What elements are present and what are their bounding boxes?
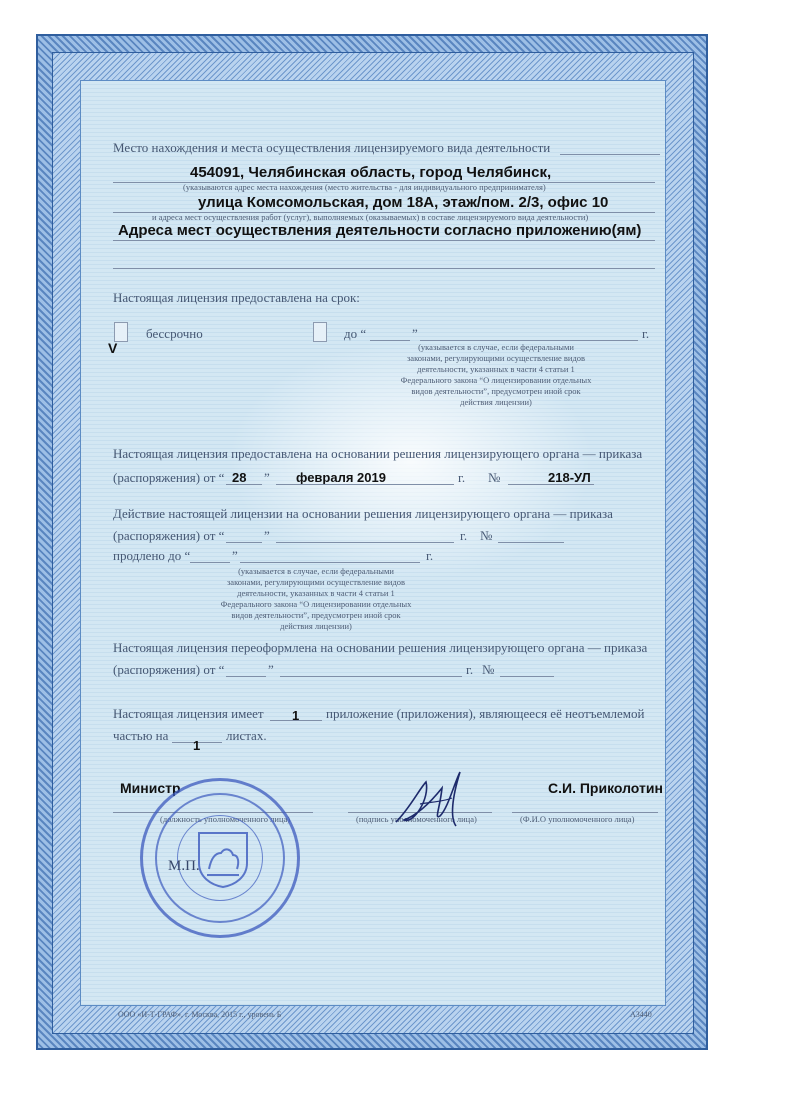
underline (560, 154, 660, 155)
appendix-line-2-prefix: частью на (113, 728, 169, 743)
term-indefinite-label: бессрочно (146, 326, 203, 341)
reissue-number-sign: № (482, 662, 495, 677)
extension-note-line: деятельности, указанных в части 4 статьи 1 (237, 588, 395, 598)
underline (113, 240, 655, 241)
underline (498, 542, 564, 543)
term-note-line: действия лицензии) (460, 397, 532, 407)
caption-name: (Ф.И.О уполномоченного лица) (520, 814, 635, 824)
underline (276, 484, 454, 485)
basis-number: 218-УЛ (548, 470, 591, 485)
term-until-quote: ” (412, 326, 418, 341)
indefinite-checkbox (114, 322, 128, 342)
extension-year-suffix: г. (460, 528, 468, 543)
term-note-line: законами, регулирующими осуществление видов (406, 353, 586, 363)
appendix-line-1-suffix: приложение (приложения), являющееся её неотъемлемой (326, 706, 645, 721)
basis-line-1: Настоящая лицензия предоставлена на основании решения лицензирующего органа — приказа (113, 446, 643, 461)
term-note (376, 342, 616, 408)
indefinite-check-mark: V (108, 340, 118, 356)
term-note-line: деятельности, указанных в части 4 статьи 1 (417, 364, 575, 374)
extension-note-line: Федерального закона “О лицензировании отдельных (220, 599, 412, 609)
reissue-line-2-prefix: (распоряжения) от “ (113, 662, 225, 677)
caption-signature: (подпись уполномоченного лица) (356, 814, 477, 824)
appendix-line-1-prefix: Настоящая лицензия имеет (113, 706, 264, 721)
address-line-1: 454091, Челябинская область, город Челябинск, (190, 164, 552, 181)
term-until-prefix: до “ (344, 326, 367, 341)
basis-line-2-prefix: (распоряжения) от “ (113, 470, 225, 485)
coat-of-arms-icon (195, 829, 251, 889)
term-note-line: Федерального закона “О лицензировании отдельных (400, 375, 592, 385)
underline (113, 268, 655, 269)
underline (270, 720, 322, 721)
printer-info: ООО «И-Т-ГРАФ», г. Москва, 2015 г., уровень Б (118, 1010, 282, 1019)
underline (512, 812, 658, 813)
form-code: А3440 (630, 1010, 652, 1019)
underline (276, 542, 454, 543)
stamp-place-label: М.П. (168, 858, 200, 874)
reissue-year-suffix: г. (466, 662, 474, 677)
extension-note-line: (указывается в случае, если федеральными (238, 566, 394, 576)
address-line-3: Адреса мест осуществления деятельности согласно приложению(ям) (118, 222, 642, 239)
basis-year-suffix: г. (458, 470, 466, 485)
address-heading: Место нахождения и места осуществления лицензируемого вида деятельности (113, 140, 551, 155)
signatory-name: С.И. Приколотин (548, 780, 663, 796)
term-heading: Настоящая лицензия предоставлена на срок: (113, 290, 360, 305)
extension-extended-suffix: г. (426, 548, 434, 563)
extension-quote: ” (264, 528, 270, 543)
underline (420, 340, 638, 341)
extension-extended-quote: ” (232, 548, 238, 563)
term-note-line: (указывается в случае, если федеральными (418, 342, 574, 352)
address-note-1: (указываются адрес места нахождения (место жительства - для индивидуального предпринимателя) (183, 182, 546, 192)
appendix-line-2-suffix: листах. (226, 728, 267, 743)
extension-note (196, 566, 436, 632)
address-note-2: и адреса мест осуществления работ (услуг), выполняемых (оказываемых) в составе лицензируемого вида деятельности) (152, 212, 589, 222)
basis-quote: ” (264, 470, 270, 485)
basis-number-sign: № (488, 470, 501, 485)
extension-number-sign: № (480, 528, 493, 543)
signatory-position: Министр (120, 780, 181, 796)
underline (508, 484, 594, 485)
appendix-sheets: 1 (193, 738, 201, 753)
reissue-quote: ” (268, 662, 274, 677)
underline (190, 562, 230, 563)
until-checkbox (313, 322, 327, 342)
extension-note-line: законами, регулирующими осуществление видов (226, 577, 406, 587)
extension-line-1: Действие настоящей лицензии на основании решения лицензирующего органа — приказа (113, 506, 613, 521)
underline (370, 340, 410, 341)
underline (226, 542, 262, 543)
extension-line-2-prefix: (распоряжения) от “ (113, 528, 225, 543)
term-until-year: г. (642, 326, 650, 341)
underline (226, 676, 266, 677)
reissue-line-1: Настоящая лицензия переоформлена на основании решения лицензирующего органа — приказа (113, 640, 648, 655)
underline (240, 562, 420, 563)
address-line-2: улица Комсомольская, дом 18А, этаж/пом. 2/3, офис 10 (198, 194, 609, 211)
basis-month-year: февраля 2019 (296, 470, 386, 485)
extension-note-line: действия лицензии) (280, 621, 352, 631)
underline (280, 676, 462, 677)
basis-day: 28 (232, 470, 247, 485)
official-stamp (140, 778, 300, 938)
underline (500, 676, 554, 677)
appendix-count: 1 (292, 708, 300, 723)
handwritten-signature (390, 768, 476, 834)
underline (226, 484, 262, 485)
caption-position: (должность уполномоченного лица) (160, 814, 291, 824)
extension-extended-prefix: продлено до “ (113, 548, 191, 563)
term-note-line: видов деятельности”, предусмотрен иной срок (411, 386, 581, 396)
extension-note-line: видов деятельности”, предусмотрен иной срок (231, 610, 401, 620)
